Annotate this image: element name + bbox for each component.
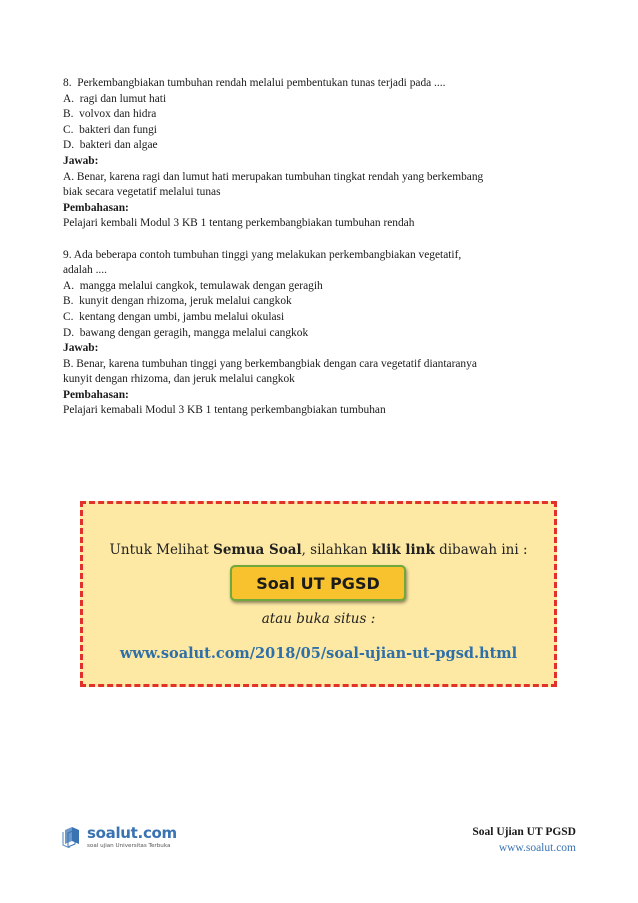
question-9-option-c: C. kentang dengan umbi, jambu melalui okulasi [63, 310, 285, 323]
promo-site-link[interactable]: www.soalut.com/2018/05/soal-ujian-ut-pgsd.html [119, 645, 518, 662]
logo-tagline: soal ujian Universitas Terbuka [87, 843, 171, 849]
promo-box [80, 501, 557, 687]
question-9-answer-line-2: kunyit dengan rhizoma, dan jeruk melalui cangkok [63, 373, 295, 386]
question-8-explanation: Pelajari kembali Modul 3 KB 1 tentang perkembangbiakan tumbuhan rendah [63, 217, 415, 230]
page-footer [472, 824, 576, 856]
document-body [63, 76, 588, 419]
question-8-answer-line-2: biak secara vegetatif melalui tunas [63, 186, 221, 199]
question-9-text-line-2: adalah .... [63, 264, 107, 277]
question-9-answer-label: Jawab: [63, 342, 99, 355]
promo-text: Untuk Melihat Semua Soal, silahkan klik link dibawah ini : [109, 542, 528, 558]
question-8-answer-label: Jawab: [63, 154, 99, 167]
question-9-option-a: A. mangga melalui cangkok, temulawak dengan geragih [63, 279, 323, 292]
question-8-option-a: A. ragi dan lumut hati [63, 92, 167, 105]
question-9-option-b: B. kunyit dengan rhizoma, jeruk melalui cangkok [63, 295, 292, 308]
soal-ut-pgsd-button[interactable]: Soal UT PGSD [230, 565, 406, 601]
book-stack-icon [62, 824, 86, 848]
question-9-answer-line-1: B. Benar, karena tumbuhan tinggi yang berkembangbiak dengan cara vegetatif diantaranya [63, 357, 477, 370]
question-9-explanation-label: Pembahasan: [63, 388, 129, 401]
question-8-answer-line-1: A. Benar, karena ragi dan lumut hati merupakan tumbuhan tingkat rendah yang berkembang [63, 170, 484, 183]
question-9-explanation: Pelajari kemabali Modul 3 KB 1 tentang perkembangbiakan tumbuhan [63, 404, 386, 417]
question-9-text-line-1: 9. Ada beberapa contoh tumbuhan tinggi yang melakukan perkembangbiakan vegetatif, [63, 248, 462, 261]
question-8-explanation-label: Pembahasan: [63, 201, 129, 214]
logo-name: soalut.com [87, 824, 177, 842]
question-8-text: 8. Perkembangbiakan tumbuhan rendah melalui pembentukan tunas terjadi pada .... [63, 77, 446, 89]
question-8-option-b: B. volvox dan hidra [63, 108, 157, 121]
promo-or-text: atau buka situs : [261, 611, 376, 627]
footer-title: Soal Ujian UT PGSD [472, 826, 576, 838]
question-8-option-d: D. bakteri dan algae [63, 139, 158, 152]
question-8-option-c: C. bakteri dan fungi [63, 123, 157, 136]
footer-url[interactable]: www.soalut.com [498, 842, 576, 854]
question-9-option-d: D. bawang dengan geragih, mangga melalui cangkok [63, 326, 309, 339]
soalut-logo[interactable] [62, 824, 182, 854]
